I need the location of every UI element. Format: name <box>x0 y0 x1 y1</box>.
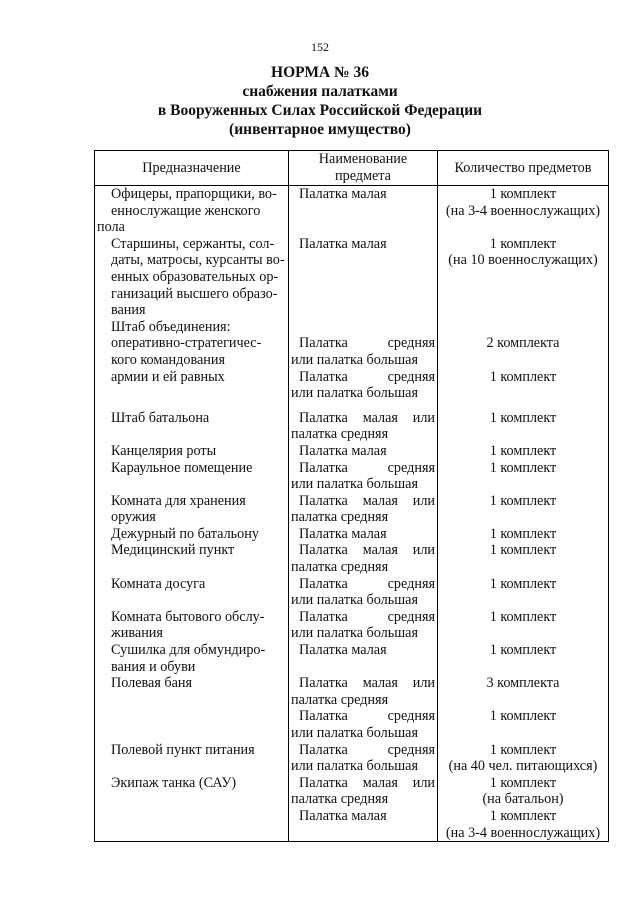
purpose-line: живания <box>111 625 163 642</box>
purpose-cell <box>95 236 289 319</box>
item-name-line: палатка средняя <box>291 691 389 708</box>
header-purpose: Предназначение <box>95 151 289 186</box>
item-name-cell <box>289 236 438 319</box>
item-name-line: Палатка средняя <box>299 741 435 758</box>
quantity-cell <box>438 775 609 808</box>
quantity-cell <box>438 402 609 443</box>
header-item-name-line: Наименование <box>318 151 408 168</box>
table-row <box>95 675 609 708</box>
item-name-cell <box>289 319 438 336</box>
purpose-cell <box>95 319 289 336</box>
purpose-line: кого командования <box>111 351 225 368</box>
table-row <box>95 319 609 336</box>
purpose-line: ганизаций высшего образо- <box>111 285 278 302</box>
purpose-line: Старшины, сержанты, сол- <box>111 235 275 252</box>
table-row <box>95 609 609 642</box>
item-name-line: Палатка малая <box>299 235 387 252</box>
table-row <box>95 369 609 402</box>
quantity-cell <box>438 542 609 575</box>
quantity-line: 1 комплект <box>489 235 557 252</box>
item-name-cell <box>289 186 438 236</box>
quantity-line: (на 3-4 военнослужащих) <box>445 824 601 841</box>
table-row <box>95 460 609 493</box>
purpose-cell <box>95 742 289 775</box>
purpose-line: даты, матросы, курсанты во- <box>111 252 285 269</box>
quantity-cell <box>438 526 609 543</box>
purpose-cell <box>95 402 289 443</box>
purpose-cell <box>95 443 289 460</box>
quantity-line: (на 40 чел. питающихся) <box>448 758 598 775</box>
item-name-cell <box>289 576 438 609</box>
item-name-line: Палатка малая или <box>299 774 435 791</box>
document-title <box>0 63 640 139</box>
purpose-cell <box>95 708 289 741</box>
item-name-cell <box>289 369 438 402</box>
purpose-cell <box>95 542 289 575</box>
item-name-line: или палатка большая <box>291 625 418 642</box>
item-name-cell <box>289 443 438 460</box>
quantity-line: 1 комплект <box>489 525 557 542</box>
table-row <box>95 236 609 319</box>
purpose-line: Комната досуга <box>111 575 206 592</box>
purpose-cell <box>95 775 289 808</box>
purpose-line: оружия <box>111 509 156 526</box>
quantity-line: 1 комплект <box>489 807 557 824</box>
quantity-line: 1 комплект <box>489 642 557 659</box>
quantity-line: (на 10 военнослужащих) <box>448 252 598 269</box>
item-name-line: Палатка средняя <box>299 459 435 476</box>
table-row <box>95 808 609 842</box>
item-name-cell <box>289 493 438 526</box>
item-name-line: Палатка средняя <box>299 335 435 352</box>
table-row <box>95 402 609 443</box>
purpose-line: Медицинский пункт <box>111 542 235 559</box>
quantity-line: 1 комплект <box>489 608 557 625</box>
quantity-line: (на батальон) <box>482 791 564 808</box>
quantity-cell <box>438 335 609 368</box>
item-name-line: палатка средняя <box>291 426 389 443</box>
purpose-line: Полевая баня <box>111 675 193 692</box>
quantity-line: 1 комплект <box>489 186 557 202</box>
quantity-line: 2 комплекта <box>486 335 560 352</box>
purpose-line: армии и ей равных <box>111 368 225 385</box>
title-line-4: (инвентарное имущество) <box>229 121 411 138</box>
quantity-line: 1 комплект <box>489 741 557 758</box>
quantity-cell <box>438 742 609 775</box>
purpose-cell <box>95 576 289 609</box>
quantity-line: 1 комплект <box>489 708 557 725</box>
item-name-cell <box>289 708 438 741</box>
item-name-cell <box>289 642 438 675</box>
quantity-line: 1 комплект <box>489 492 557 509</box>
table-row <box>95 742 609 775</box>
item-name-line: Палатка средняя <box>299 608 435 625</box>
purpose-cell <box>95 526 289 543</box>
quantity-line: 3 комплекта <box>486 675 560 692</box>
item-name-line: или палатка большая <box>291 476 418 493</box>
quantity-cell <box>438 319 609 336</box>
item-name-line: Палатка малая или <box>299 542 435 559</box>
quantity-cell <box>438 808 609 842</box>
quantity-line: 1 комплект <box>489 542 557 559</box>
table-row <box>95 443 609 460</box>
quantity-cell <box>438 675 609 708</box>
item-name-cell <box>289 742 438 775</box>
item-name-line: или палатка большая <box>291 758 418 775</box>
quantity-line: 1 комплект <box>489 774 557 791</box>
purpose-line: Сушилка для обмундиро- <box>111 642 266 659</box>
quantity-cell <box>438 369 609 402</box>
quantity-line: (на 3-4 военнослужащих) <box>445 202 601 219</box>
purpose-line: Дежурный по батальону <box>111 525 259 542</box>
title-line-1: НОРМА № 36 <box>271 64 369 81</box>
item-name-line: Палатка малая или <box>299 675 435 692</box>
item-name-line: Палатка малая <box>299 525 387 542</box>
purpose-cell <box>95 186 289 236</box>
table-row <box>95 493 609 526</box>
purpose-cell <box>95 642 289 675</box>
item-name-cell <box>289 402 438 443</box>
table-row <box>95 775 609 808</box>
table-row <box>95 186 609 236</box>
item-name-line: Палатка малая или <box>299 492 435 509</box>
purpose-cell <box>95 369 289 402</box>
norm-table <box>94 150 609 842</box>
item-name-line: Палатка средняя <box>299 708 435 725</box>
item-name-line: палатка средняя <box>291 509 389 526</box>
header-quantity: Количество предметов <box>438 151 609 186</box>
item-name-cell <box>289 335 438 368</box>
table-row <box>95 642 609 675</box>
title-line-3: в Вооруженных Силах Российской Федерации <box>157 102 483 119</box>
quantity-cell <box>438 708 609 741</box>
quantity-line: 1 комплект <box>489 442 557 459</box>
purpose-line: енных образовательных ор- <box>111 268 279 285</box>
purpose-cell <box>95 808 289 842</box>
purpose-cell <box>95 335 289 368</box>
title-line-2: снабжения палатками <box>242 83 398 100</box>
table-row <box>95 526 609 543</box>
item-name-cell <box>289 542 438 575</box>
item-name-line: или палатка большая <box>291 351 418 368</box>
purpose-line: Комната бытового обслу- <box>111 608 265 625</box>
page-number: 152 <box>311 40 329 54</box>
quantity-cell <box>438 236 609 319</box>
quantity-cell <box>438 460 609 493</box>
purpose-line: Караульное помещение <box>111 459 253 476</box>
item-name-cell <box>289 775 438 808</box>
quantity-line: 1 комплект <box>489 575 557 592</box>
item-name-line: Палатка средняя <box>299 368 435 385</box>
quantity-cell <box>438 642 609 675</box>
item-name-cell <box>289 675 438 708</box>
item-name-cell <box>289 460 438 493</box>
item-name-line: Палатка средняя <box>299 575 435 592</box>
quantity-line: 1 комплект <box>489 368 557 385</box>
quantity-cell <box>438 493 609 526</box>
header-item-name <box>289 151 438 186</box>
purpose-line: Комната для хранения <box>111 492 246 509</box>
purpose-line: оперативно-стратегичес- <box>111 335 262 352</box>
item-name-line: Палатка малая <box>299 642 387 659</box>
table-row <box>95 542 609 575</box>
item-name-line: Палатка малая <box>299 186 387 202</box>
purpose-cell <box>95 675 289 708</box>
item-name-line: или палатка большая <box>291 592 418 609</box>
item-name-line: палатка средняя <box>291 559 389 576</box>
item-name-line: палатка средняя <box>291 791 389 808</box>
item-name-line: или палатка большая <box>291 385 418 402</box>
purpose-line: вания и обуви <box>111 658 196 675</box>
item-name-line: или палатка большая <box>291 725 418 741</box>
table-row <box>95 335 609 368</box>
purpose-line: Экипаж танка (САУ) <box>111 774 237 791</box>
purpose-line: Офицеры, прапорщики, во- <box>111 186 277 202</box>
purpose-line: еннослужащие женского пола <box>97 202 261 236</box>
quantity-cell <box>438 576 609 609</box>
quantity-cell <box>438 186 609 236</box>
purpose-line: вания <box>111 302 146 319</box>
item-name-line: Палатка малая <box>299 807 387 824</box>
purpose-line: Канцелярия роты <box>111 442 217 459</box>
quantity-line: 1 комплект <box>489 459 557 476</box>
quantity-cell <box>438 609 609 642</box>
purpose-line: Полевой пункт питания <box>111 741 255 758</box>
purpose-line: Штаб батальона <box>111 409 210 426</box>
table-header-row <box>95 151 609 186</box>
purpose-cell <box>95 609 289 642</box>
table-row <box>95 576 609 609</box>
item-name-cell <box>289 526 438 543</box>
item-name-cell <box>289 808 438 842</box>
item-name-line: Палатка малая или <box>299 409 435 426</box>
header-item-name-line: предмета <box>335 168 391 184</box>
quantity-line: 1 комплект <box>489 409 557 426</box>
quantity-cell <box>438 443 609 460</box>
item-name-line: Палатка малая <box>299 442 387 459</box>
purpose-cell <box>95 460 289 493</box>
table-row <box>95 708 609 741</box>
purpose-line: Штаб объединения: <box>111 318 231 335</box>
purpose-cell <box>95 493 289 526</box>
item-name-cell <box>289 609 438 642</box>
